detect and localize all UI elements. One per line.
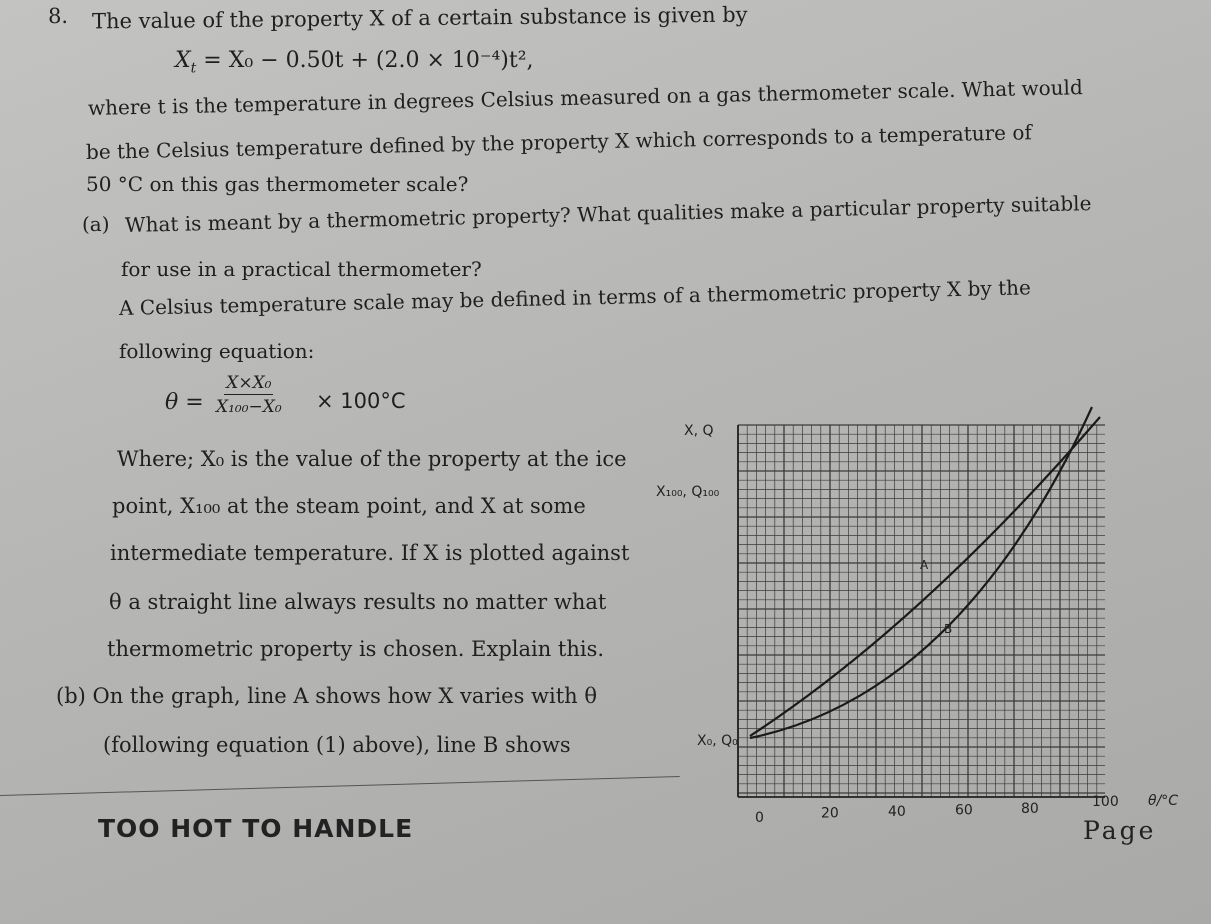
divider-line [0,776,680,796]
part-a-line3: A Celsius temperature scale may be defined in terms of a thermometric property X by the [118,275,1032,320]
theta-rhs: × 100°C [316,389,406,413]
page-label: Page [1083,816,1157,845]
graph-grid [738,425,1105,797]
question-intro: The value of the property X of a certain substance is given by [91,2,748,34]
question-number: 8. [47,3,69,29]
thermometric-graph [640,395,1200,835]
equation-xt [175,48,534,76]
y-bottom-label: X₀, Q₀ [697,733,738,749]
eq-sub: t [190,60,197,77]
part-b-line1: (b) On the graph, line A shows how X varies with θ [56,684,598,708]
part-b-line2: (following equation (1) above), line B shows [103,733,571,757]
x-tick-label: 0 [755,810,764,826]
x-tick-label: 80 [1021,801,1039,817]
part-a-line1: What is meant by a thermometric property? What qualities make a particular property suitable [124,191,1092,237]
y-axis-label: X, Q [684,423,714,439]
y-top-label: X₁₀₀, Q₁₀₀ [656,484,720,500]
where-line5: thermometric property is chosen. Explain this. [107,637,605,661]
fraction-denominator: X₁₀₀−X₀ [216,397,282,417]
where-line2: point, X₁₀₀ at the steam point, and X at some [112,494,586,518]
part-a-label: (a) [82,212,110,236]
where-line1: Where; X₀ is the value of the property at the ice [117,447,627,471]
text-where: where t is the temperature in degrees Celsius measured on a gas thermometer scale. What would [87,75,1083,120]
line-b-label: B [944,622,953,636]
footer-title: TOO HOT TO HANDLE [98,814,414,843]
x-tick-label: 100 [1092,794,1119,810]
eq-x: X [175,48,191,73]
text-be: be the Celsius temperature defined by the property X which corresponds to a temperature of [85,120,1033,164]
eq-rest: = X₀ − 0.50t + (2.0 × 10⁻⁴)t², [196,48,534,73]
part-a-line4: following equation: [119,339,315,363]
theta-lhs: θ = [165,390,204,415]
line-a-label: A [920,558,929,572]
x-tick-labels [755,794,1119,826]
where-line4: θ a straight line always results no matter what [109,590,607,614]
x-tick-label: 20 [821,805,839,822]
fraction-numerator: X×X₀ [226,373,272,393]
part-a-line2: for use in a practical thermometer? [121,257,482,281]
where-line3: intermediate temperature. If X is plotted against [110,541,630,565]
x-tick-label: 40 [888,804,906,820]
theta-fraction [216,373,282,417]
x-tick-label: 60 [955,802,973,819]
x-axis-label: θ/°C [1148,793,1179,809]
text-50c: 50 °C on this gas thermometer scale? [86,172,469,196]
